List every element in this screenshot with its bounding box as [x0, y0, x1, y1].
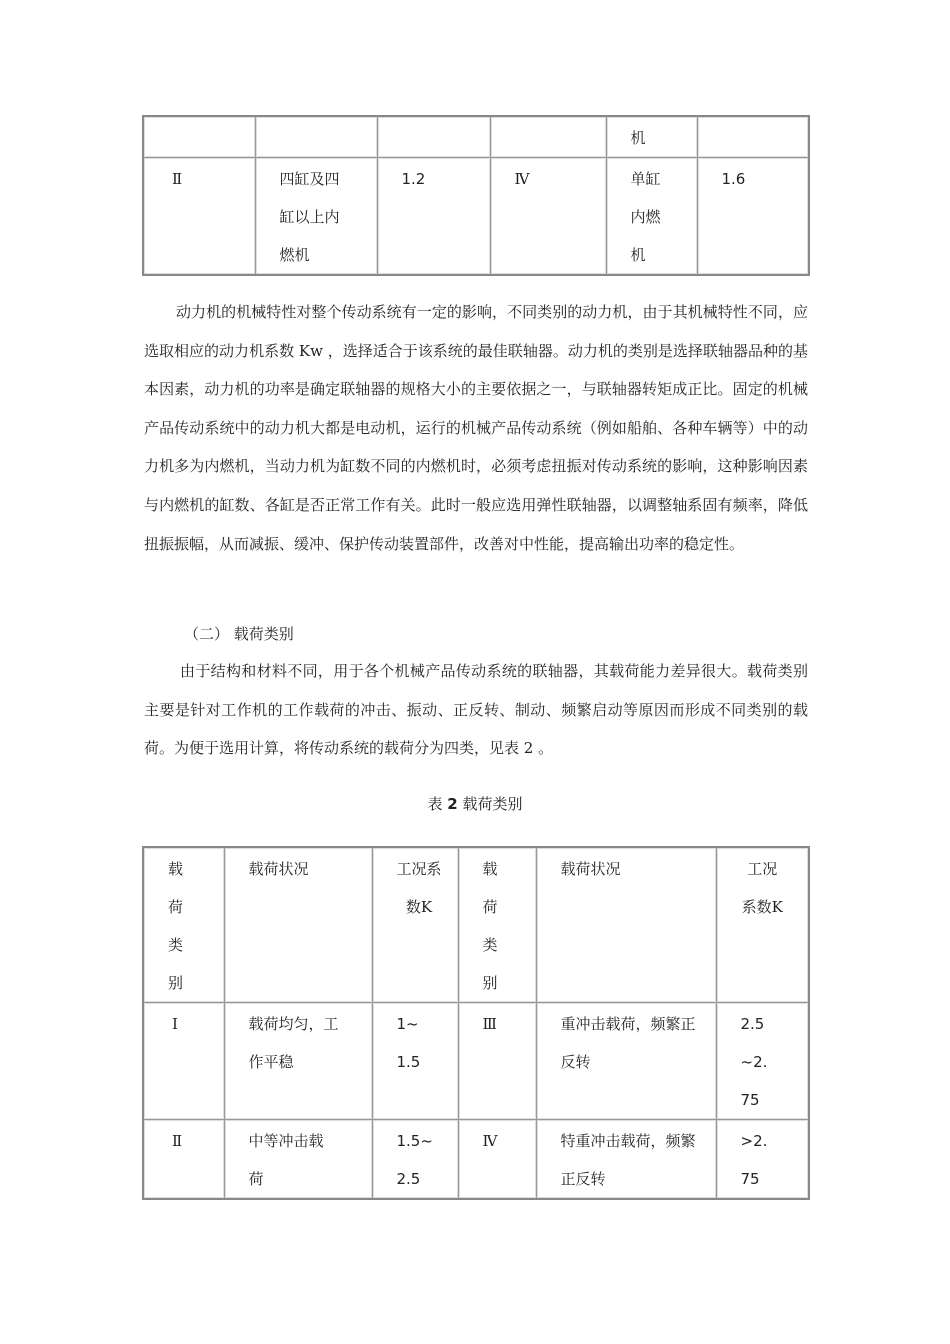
body-paragraph: 由于结构和材料不同，用于各个机械产品传动系统的联轴器，其载荷能力差异很大。载荷类别主要是针对工作机的工作载荷的冲击、振动、正反转、制动、频繁启动等原因而形成不同类别的载荷。为便于选用计算，将传动系统的载荷分为四类，见表 2 。	[144, 662, 808, 758]
body-paragraph: 动力机的机械特性对整个传动系统有一定的影响，不同类别的动力机，由于其机械特性不同，应选取相应的动力机系数 Kw ，选择适合于该系统的最佳联轴器。动力机的类别是选择联轴器品种的基本因素，动力机的功率是确定联轴器的规格大小的主要依据之一，与联轴器转矩成正比。固定的机械产品传动系统中的动力机大都是电动机，运行的机械产品传动系统（例如船舶、各种车辆等）中的动力机多为内燃机，当动力机为缸数不同的内燃机时，必须考虑扭振对传动系统的影响，这种影响因素与内燃机的缸数、各缸是否正常工作有关。此时一般应选用弹性联轴器，以调整轴系固有频率，降低扭振振幅，从而减振、缓冲、保护传动装置部件，改善对中性能，提高输出功率的稳定性。	[144, 303, 808, 553]
table-cell: 1.2	[377, 158, 490, 276]
table-cell: 1.6	[697, 158, 809, 276]
table-header-cell: 工况系数K	[716, 847, 809, 1003]
table-cell: 四缸及四缸以上内燃机	[255, 158, 377, 276]
table-row	[143, 1003, 809, 1120]
table-cell: Ⅰ	[143, 1003, 224, 1120]
table-cell: Ⅱ	[143, 158, 255, 276]
table-header-cell: 载荷状况	[224, 847, 372, 1003]
table-cell: 特重冲击载荷，频繁正反转	[536, 1120, 716, 1200]
caption-title: 载荷类别	[462, 795, 523, 813]
table-caption	[0, 788, 950, 820]
table-cell: 2.5~2.75	[716, 1003, 809, 1120]
power-machine-table	[142, 115, 810, 276]
table-cell: >2.75	[716, 1120, 809, 1200]
table-cell	[255, 116, 377, 158]
table-row	[143, 116, 809, 158]
table-cell: 1.5~2.5	[372, 1120, 458, 1200]
table-cell: 重冲击载荷，频繁正反转	[536, 1003, 716, 1120]
table-header-cell: 载荷状况	[536, 847, 716, 1003]
table-cell	[490, 116, 606, 158]
table-cell	[143, 116, 255, 158]
table-header-cell: 载荷类别	[458, 847, 536, 1003]
table-header-row	[143, 847, 809, 1003]
table-cell: Ⅳ	[490, 158, 606, 276]
caption-number: 2	[447, 795, 458, 813]
table-header-cell: 工况系数K	[372, 847, 458, 1003]
caption-prefix: 表	[427, 795, 443, 813]
table-cell: 载荷均匀，工作平稳	[224, 1003, 372, 1120]
table-cell: 中等冲击载荷	[224, 1120, 372, 1200]
section-heading: （二） 载荷类别	[184, 625, 294, 643]
table-cell: 机	[606, 116, 697, 158]
table-header-cell: 载荷类别	[143, 847, 224, 1003]
table-cell: Ⅳ	[458, 1120, 536, 1200]
table-row	[143, 1120, 809, 1200]
table-cell: Ⅲ	[458, 1003, 536, 1120]
table-cell: Ⅱ	[143, 1120, 224, 1200]
table-cell: 1~1.5	[372, 1003, 458, 1120]
table-cell	[697, 116, 809, 158]
table-cell	[377, 116, 490, 158]
load-category-table	[142, 846, 810, 1200]
table-row	[143, 158, 809, 276]
table-cell: 单缸内燃机	[606, 158, 697, 276]
